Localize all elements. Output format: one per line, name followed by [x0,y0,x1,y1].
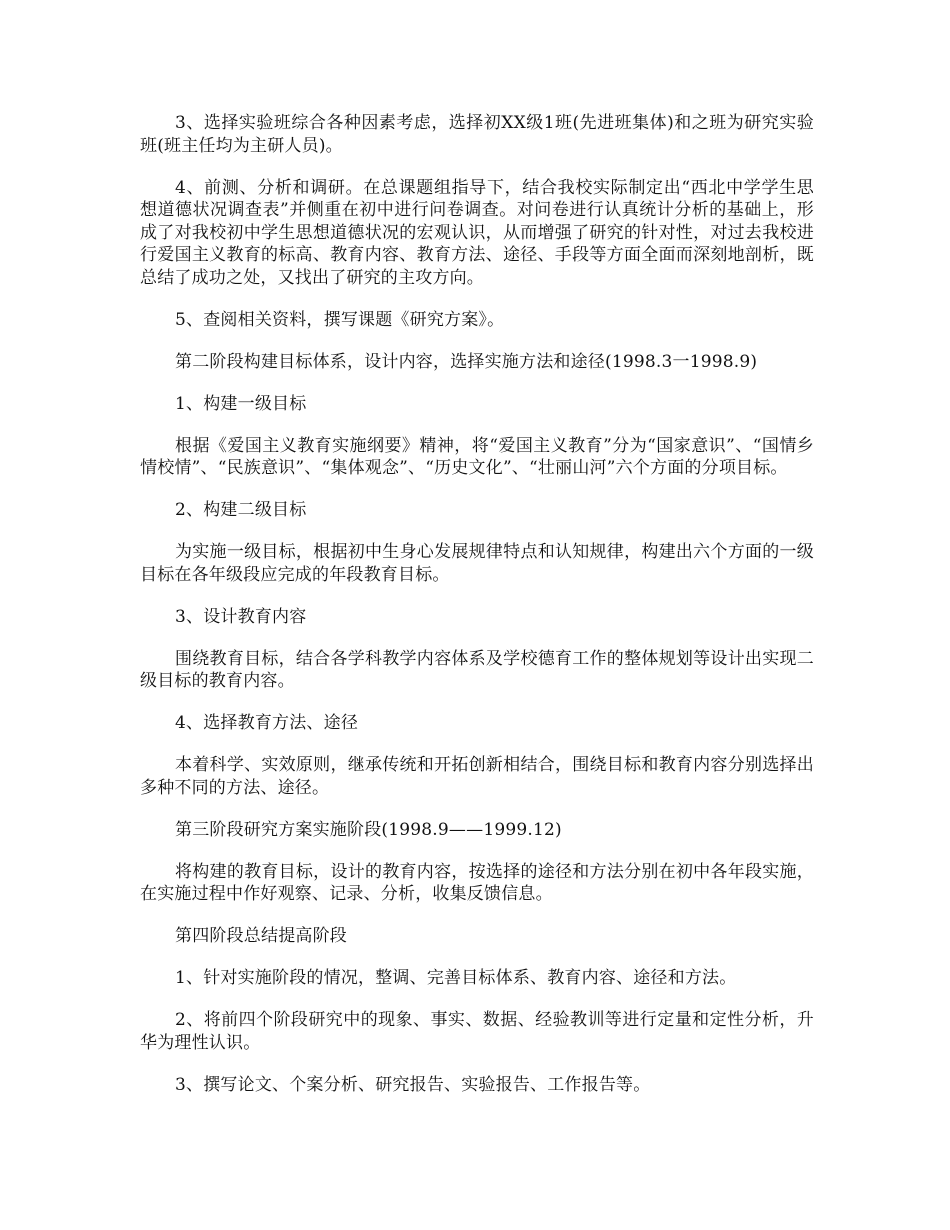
paragraph-second-level-goals: 为实施一级目标，根据初中生身心发展规律特点和认知规律，构建出六个方面的一级目标在各年级段应完成的年段教育目标。 [140,542,814,585]
heading-stage-three: 第三阶段研究方案实施阶段(1998.9——1999.12) [175,819,562,840]
paragraph-stage-four-item-1: 1、针对实施阶段的情况，整调、完善目标体系、教育内容、途径和方法。 [175,968,737,988]
heading-second-level-goals: 2、构建二级目标 [175,500,307,520]
paragraph-pretest-analysis: 4、前测、分析和调研。在总课题组指导下，结合我校实际制定出“西北中学学生思想道德状况调查表”并侧重在初中进行问卷调查。对问卷进行认真统计分析的基础上，形成了对我校初中学生思想道德状况的宏观认识，从而增强了研究的针对性，对过去我校进行爱国主义教育的标高、教育内容、教育方法、途径、手段等方面全面而深刻地剖析，既总结了成功之处，又找出了研究的主攻方向。 [140,177,814,288]
paragraph-education-content: 围绕教育目标，结合各学科教学内容体系及学校德育工作的整体规划等设计出实现二级目标的教育内容。 [140,648,814,691]
paragraph-stage-three: 将构建的教育目标，设计的教育内容，按选择的途径和方法分别在初中各年段实施，在实施过程中作好观察、记录、分析，收集反馈信息。 [140,861,814,904]
paragraph-education-methods: 本着科学、实效原则，继承传统和开拓创新相结合，围绕目标和教育内容分别选择出多种不同的方法、途径。 [140,755,814,798]
paragraph-stage-four-item-2: 2、将前四个阶段研究中的现象、事实、数据、经验教训等进行定量和定性分析，升华为理性认识。 [140,1010,814,1053]
heading-education-content: 3、设计教育内容 [175,606,307,627]
paragraph-stage-four-item-3: 3、撰写论文、个案分析、研究报告、实验报告、工作报告等。 [175,1074,651,1095]
document-body [140,112,814,1116]
paragraph-research-plan: 5、查阅相关资料，撰写课题《研究方案》。 [175,309,505,330]
paragraph-select-experimental-class: 3、选择实验班综合各种因素考虑，选择初XX级1班(先进班集体)和之班为研究实验班(班主任均为主研人员)。 [140,113,814,156]
heading-first-level-goals: 1、构建一级目标 [175,393,307,414]
heading-stage-four: 第四阶段总结提高阶段 [175,926,347,946]
paragraph-first-level-goals: 根据《爱国主义教育实施纲要》精神，将“爱国主义教育”分为“国家意识”、“国情乡情校情”、“民族意识”、“集体观念”、“历史文化”、“壮丽山河”六个方面的分项目标。 [140,435,814,478]
heading-stage-two: 第二阶段构建目标体系，设计内容，选择实施方法和途径(1998.3一1998.9) [175,351,758,372]
heading-education-methods: 4、选择教育方法、途径 [175,713,359,733]
